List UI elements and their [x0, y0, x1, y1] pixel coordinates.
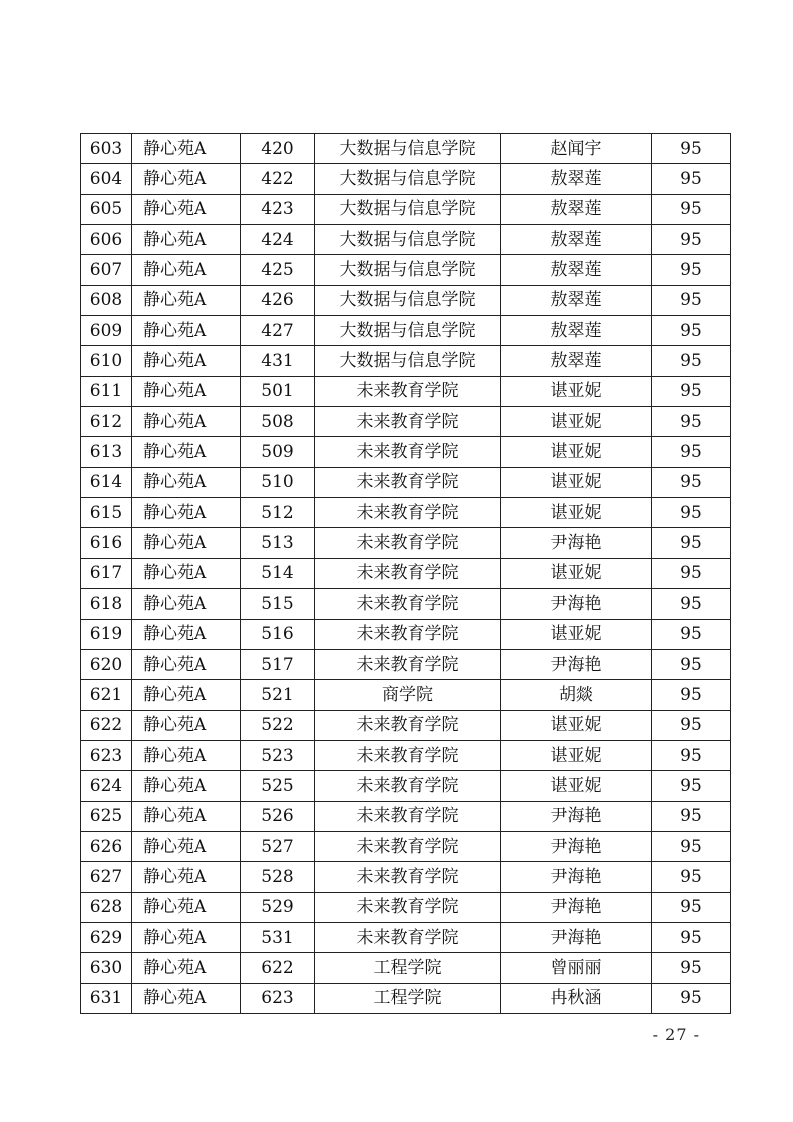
- table-row: [81, 892, 731, 922]
- room-cell: 426: [241, 285, 315, 315]
- score-cell: 95: [652, 316, 731, 346]
- college-cell: 未来教育学院: [315, 831, 501, 861]
- row-number-cell: 604: [81, 164, 132, 194]
- building-cell: 静心苑A: [132, 134, 241, 164]
- college-cell: 未来教育学院: [315, 649, 501, 679]
- score-cell: 95: [652, 346, 731, 376]
- row-number-cell: 615: [81, 498, 132, 528]
- row-number-cell: 617: [81, 558, 132, 588]
- building-cell: 静心苑A: [132, 255, 241, 285]
- name-cell: 谌亚妮: [501, 467, 652, 497]
- score-cell: 95: [652, 892, 731, 922]
- dormitory-score-table: [80, 133, 731, 1014]
- score-cell: 95: [652, 801, 731, 831]
- name-cell: 赵闻宇: [501, 134, 652, 164]
- row-number-cell: 623: [81, 740, 132, 770]
- college-cell: 未来教育学院: [315, 558, 501, 588]
- score-cell: 95: [652, 225, 731, 255]
- table-row: [81, 589, 731, 619]
- name-cell: 冉秋涵: [501, 983, 652, 1013]
- score-cell: 95: [652, 194, 731, 224]
- room-cell: 513: [241, 528, 315, 558]
- table-row: [81, 194, 731, 224]
- row-number-cell: 618: [81, 589, 132, 619]
- college-cell: 大数据与信息学院: [315, 346, 501, 376]
- college-cell: 大数据与信息学院: [315, 134, 501, 164]
- building-cell: 静心苑A: [132, 467, 241, 497]
- table-row: [81, 498, 731, 528]
- table-row: [81, 771, 731, 801]
- building-cell: 静心苑A: [132, 558, 241, 588]
- name-cell: 敖翠莲: [501, 164, 652, 194]
- name-cell: 谌亚妮: [501, 498, 652, 528]
- row-number-cell: 628: [81, 892, 132, 922]
- building-cell: 静心苑A: [132, 498, 241, 528]
- name-cell: 尹海艳: [501, 801, 652, 831]
- score-cell: 95: [652, 862, 731, 892]
- row-number-cell: 609: [81, 316, 132, 346]
- name-cell: 谌亚妮: [501, 376, 652, 406]
- college-cell: 未来教育学院: [315, 740, 501, 770]
- table-row: [81, 376, 731, 406]
- score-cell: 95: [652, 285, 731, 315]
- room-cell: 526: [241, 801, 315, 831]
- row-number-cell: 621: [81, 680, 132, 710]
- building-cell: 静心苑A: [132, 953, 241, 983]
- room-cell: 529: [241, 892, 315, 922]
- building-cell: 静心苑A: [132, 194, 241, 224]
- college-cell: 未来教育学院: [315, 437, 501, 467]
- score-cell: 95: [652, 680, 731, 710]
- room-cell: 521: [241, 680, 315, 710]
- college-cell: 商学院: [315, 680, 501, 710]
- name-cell: 敖翠莲: [501, 255, 652, 285]
- name-cell: 谌亚妮: [501, 771, 652, 801]
- score-cell: 95: [652, 589, 731, 619]
- name-cell: 曾丽丽: [501, 953, 652, 983]
- college-cell: 未来教育学院: [315, 407, 501, 437]
- name-cell: 尹海艳: [501, 649, 652, 679]
- college-cell: 大数据与信息学院: [315, 255, 501, 285]
- room-cell: 420: [241, 134, 315, 164]
- row-number-cell: 613: [81, 437, 132, 467]
- room-cell: 516: [241, 619, 315, 649]
- college-cell: 大数据与信息学院: [315, 225, 501, 255]
- college-cell: 工程学院: [315, 953, 501, 983]
- building-cell: 静心苑A: [132, 437, 241, 467]
- college-cell: 未来教育学院: [315, 376, 501, 406]
- score-cell: 95: [652, 255, 731, 285]
- table-row: [81, 953, 731, 983]
- college-cell: 未来教育学院: [315, 710, 501, 740]
- row-number-cell: 625: [81, 801, 132, 831]
- row-number-cell: 616: [81, 528, 132, 558]
- row-number-cell: 629: [81, 922, 132, 952]
- name-cell: 敖翠莲: [501, 225, 652, 255]
- building-cell: 静心苑A: [132, 164, 241, 194]
- name-cell: 敖翠莲: [501, 316, 652, 346]
- college-cell: 未来教育学院: [315, 498, 501, 528]
- score-cell: 95: [652, 740, 731, 770]
- room-cell: 514: [241, 558, 315, 588]
- college-cell: 未来教育学院: [315, 801, 501, 831]
- building-cell: 静心苑A: [132, 710, 241, 740]
- room-cell: 509: [241, 437, 315, 467]
- score-cell: 95: [652, 771, 731, 801]
- table-row: [81, 407, 731, 437]
- name-cell: 谌亚妮: [501, 740, 652, 770]
- table-row: [81, 316, 731, 346]
- row-number-cell: 619: [81, 619, 132, 649]
- table-body: [81, 134, 731, 1014]
- score-cell: 95: [652, 498, 731, 528]
- building-cell: 静心苑A: [132, 983, 241, 1013]
- score-cell: 95: [652, 710, 731, 740]
- table-row: [81, 649, 731, 679]
- room-cell: 423: [241, 194, 315, 224]
- score-cell: 95: [652, 649, 731, 679]
- table-row: [81, 437, 731, 467]
- row-number-cell: 624: [81, 771, 132, 801]
- college-cell: 大数据与信息学院: [315, 164, 501, 194]
- row-number-cell: 626: [81, 831, 132, 861]
- room-cell: 525: [241, 771, 315, 801]
- college-cell: 未来教育学院: [315, 922, 501, 952]
- name-cell: 尹海艳: [501, 831, 652, 861]
- room-cell: 512: [241, 498, 315, 528]
- building-cell: 静心苑A: [132, 831, 241, 861]
- row-number-cell: 605: [81, 194, 132, 224]
- score-cell: 95: [652, 164, 731, 194]
- row-number-cell: 607: [81, 255, 132, 285]
- room-cell: 622: [241, 953, 315, 983]
- row-number-cell: 620: [81, 649, 132, 679]
- name-cell: 敖翠莲: [501, 285, 652, 315]
- room-cell: 424: [241, 225, 315, 255]
- page-number: - 27 -: [652, 1025, 700, 1044]
- table-row: [81, 983, 731, 1013]
- score-cell: 95: [652, 134, 731, 164]
- building-cell: 静心苑A: [132, 619, 241, 649]
- room-cell: 623: [241, 983, 315, 1013]
- table-row: [81, 801, 731, 831]
- building-cell: 静心苑A: [132, 316, 241, 346]
- room-cell: 510: [241, 467, 315, 497]
- row-number-cell: 612: [81, 407, 132, 437]
- name-cell: 尹海艳: [501, 922, 652, 952]
- table-row: [81, 285, 731, 315]
- room-cell: 508: [241, 407, 315, 437]
- score-cell: 95: [652, 983, 731, 1013]
- score-cell: 95: [652, 407, 731, 437]
- table-row: [81, 528, 731, 558]
- college-cell: 未来教育学院: [315, 771, 501, 801]
- room-cell: 531: [241, 922, 315, 952]
- name-cell: 敖翠莲: [501, 346, 652, 376]
- building-cell: 静心苑A: [132, 528, 241, 558]
- table-row: [81, 346, 731, 376]
- room-cell: 523: [241, 740, 315, 770]
- room-cell: 501: [241, 376, 315, 406]
- row-number-cell: 627: [81, 862, 132, 892]
- building-cell: 静心苑A: [132, 376, 241, 406]
- table-row: [81, 225, 731, 255]
- college-cell: 大数据与信息学院: [315, 194, 501, 224]
- room-cell: 517: [241, 649, 315, 679]
- college-cell: 未来教育学院: [315, 589, 501, 619]
- name-cell: 尹海艳: [501, 892, 652, 922]
- room-cell: 522: [241, 710, 315, 740]
- building-cell: 静心苑A: [132, 285, 241, 315]
- college-cell: 大数据与信息学院: [315, 316, 501, 346]
- row-number-cell: 610: [81, 346, 132, 376]
- building-cell: 静心苑A: [132, 922, 241, 952]
- table-row: [81, 255, 731, 285]
- room-cell: 515: [241, 589, 315, 619]
- table-row: [81, 680, 731, 710]
- name-cell: 谌亚妮: [501, 619, 652, 649]
- room-cell: 527: [241, 831, 315, 861]
- table-row: [81, 134, 731, 164]
- row-number-cell: 606: [81, 225, 132, 255]
- name-cell: 谌亚妮: [501, 407, 652, 437]
- building-cell: 静心苑A: [132, 771, 241, 801]
- building-cell: 静心苑A: [132, 649, 241, 679]
- table-row: [81, 710, 731, 740]
- row-number-cell: 611: [81, 376, 132, 406]
- room-cell: 425: [241, 255, 315, 285]
- row-number-cell: 614: [81, 467, 132, 497]
- row-number-cell: 622: [81, 710, 132, 740]
- table-row: [81, 164, 731, 194]
- row-number-cell: 630: [81, 953, 132, 983]
- building-cell: 静心苑A: [132, 801, 241, 831]
- room-cell: 422: [241, 164, 315, 194]
- score-cell: 95: [652, 437, 731, 467]
- room-cell: 528: [241, 862, 315, 892]
- score-cell: 95: [652, 922, 731, 952]
- score-cell: 95: [652, 558, 731, 588]
- score-cell: 95: [652, 528, 731, 558]
- building-cell: 静心苑A: [132, 740, 241, 770]
- building-cell: 静心苑A: [132, 892, 241, 922]
- room-cell: 427: [241, 316, 315, 346]
- building-cell: 静心苑A: [132, 680, 241, 710]
- name-cell: 谌亚妮: [501, 710, 652, 740]
- name-cell: 谌亚妮: [501, 558, 652, 588]
- table-row: [81, 619, 731, 649]
- table-row: [81, 558, 731, 588]
- score-cell: 95: [652, 619, 731, 649]
- college-cell: 未来教育学院: [315, 528, 501, 558]
- name-cell: 尹海艳: [501, 862, 652, 892]
- name-cell: 胡燚: [501, 680, 652, 710]
- building-cell: 静心苑A: [132, 225, 241, 255]
- name-cell: 敖翠莲: [501, 194, 652, 224]
- row-number-cell: 608: [81, 285, 132, 315]
- row-number-cell: 603: [81, 134, 132, 164]
- building-cell: 静心苑A: [132, 407, 241, 437]
- room-cell: 431: [241, 346, 315, 376]
- table-row: [81, 831, 731, 861]
- table-row: [81, 467, 731, 497]
- college-cell: 大数据与信息学院: [315, 285, 501, 315]
- score-cell: 95: [652, 467, 731, 497]
- name-cell: 谌亚妮: [501, 437, 652, 467]
- row-number-cell: 631: [81, 983, 132, 1013]
- college-cell: 工程学院: [315, 983, 501, 1013]
- name-cell: 尹海艳: [501, 528, 652, 558]
- building-cell: 静心苑A: [132, 346, 241, 376]
- table-row: [81, 862, 731, 892]
- college-cell: 未来教育学院: [315, 619, 501, 649]
- college-cell: 未来教育学院: [315, 892, 501, 922]
- college-cell: 未来教育学院: [315, 862, 501, 892]
- score-cell: 95: [652, 376, 731, 406]
- score-cell: 95: [652, 953, 731, 983]
- building-cell: 静心苑A: [132, 589, 241, 619]
- name-cell: 尹海艳: [501, 589, 652, 619]
- college-cell: 未来教育学院: [315, 467, 501, 497]
- table-row: [81, 740, 731, 770]
- score-cell: 95: [652, 831, 731, 861]
- table-row: [81, 922, 731, 952]
- building-cell: 静心苑A: [132, 862, 241, 892]
